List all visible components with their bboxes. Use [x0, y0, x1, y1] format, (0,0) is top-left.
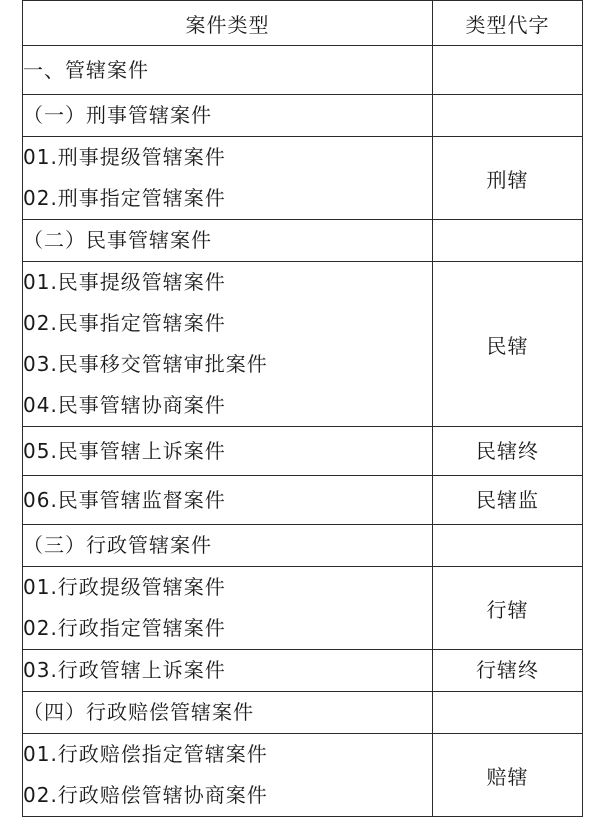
- case-type-item: 02.刑事指定管辖案件: [23, 186, 226, 210]
- case-type-item: 02.行政赔偿管辖协商案件: [23, 783, 268, 807]
- case-type-item: 02.行政指定管辖案件: [23, 616, 226, 640]
- table-row: [23, 692, 583, 734]
- type-code-cell: [433, 220, 583, 262]
- table-row: [23, 262, 583, 427]
- table-row: [23, 525, 583, 567]
- type-code-cell: 民辖: [433, 262, 583, 427]
- type-code-cell: 行辖终: [433, 650, 583, 692]
- case-type-item: 01.行政提级管辖案件: [23, 575, 226, 599]
- case-type-cell: [23, 137, 433, 220]
- case-type-item: 03.民事移交管辖审批案件: [23, 352, 268, 376]
- type-code-cell: 民辖监: [433, 476, 583, 525]
- table-row: [23, 137, 583, 220]
- type-code-cell: [433, 46, 583, 95]
- case-type-item: 04.民事管辖协商案件: [23, 393, 226, 417]
- case-type-cell: 06.民事管辖监督案件: [23, 476, 433, 525]
- type-code-cell: [433, 95, 583, 137]
- table-row: [23, 567, 583, 650]
- table-row: [23, 46, 583, 95]
- type-code-cell: 赔辖: [433, 734, 583, 817]
- table-row: [23, 734, 583, 817]
- case-type-table: [22, 0, 583, 817]
- case-type-item: 02.民事指定管辖案件: [23, 311, 226, 335]
- category-title: （四）行政赔偿管辖案件: [23, 692, 433, 734]
- case-type-cell: [23, 567, 433, 650]
- table-row: [23, 95, 583, 137]
- case-type-cell: [23, 734, 433, 817]
- case-type-cell: [23, 262, 433, 427]
- case-type-cell: 03.行政管辖上诉案件: [23, 650, 433, 692]
- table-row: [23, 220, 583, 262]
- table-header-row: [23, 1, 583, 46]
- table-row: [23, 650, 583, 692]
- type-code-cell: [433, 692, 583, 734]
- section-title: 一、管辖案件: [23, 46, 433, 95]
- category-title: （一）刑事管辖案件: [23, 95, 433, 137]
- case-type-item: 01.行政赔偿指定管辖案件: [23, 742, 268, 766]
- type-code-cell: 刑辖: [433, 137, 583, 220]
- type-code-cell: 民辖终: [433, 427, 583, 476]
- table-row: [23, 476, 583, 525]
- table-row: [23, 427, 583, 476]
- category-title: （二）民事管辖案件: [23, 220, 433, 262]
- header-type-code: 类型代字: [433, 1, 583, 46]
- type-code-cell: 行辖: [433, 567, 583, 650]
- category-title: （三）行政管辖案件: [23, 525, 433, 567]
- type-code-cell: [433, 525, 583, 567]
- header-case-type: 案件类型: [23, 1, 433, 46]
- case-type-cell: 05.民事管辖上诉案件: [23, 427, 433, 476]
- case-type-item: 01.民事提级管辖案件: [23, 270, 226, 294]
- case-type-item: 01.刑事提级管辖案件: [23, 145, 226, 169]
